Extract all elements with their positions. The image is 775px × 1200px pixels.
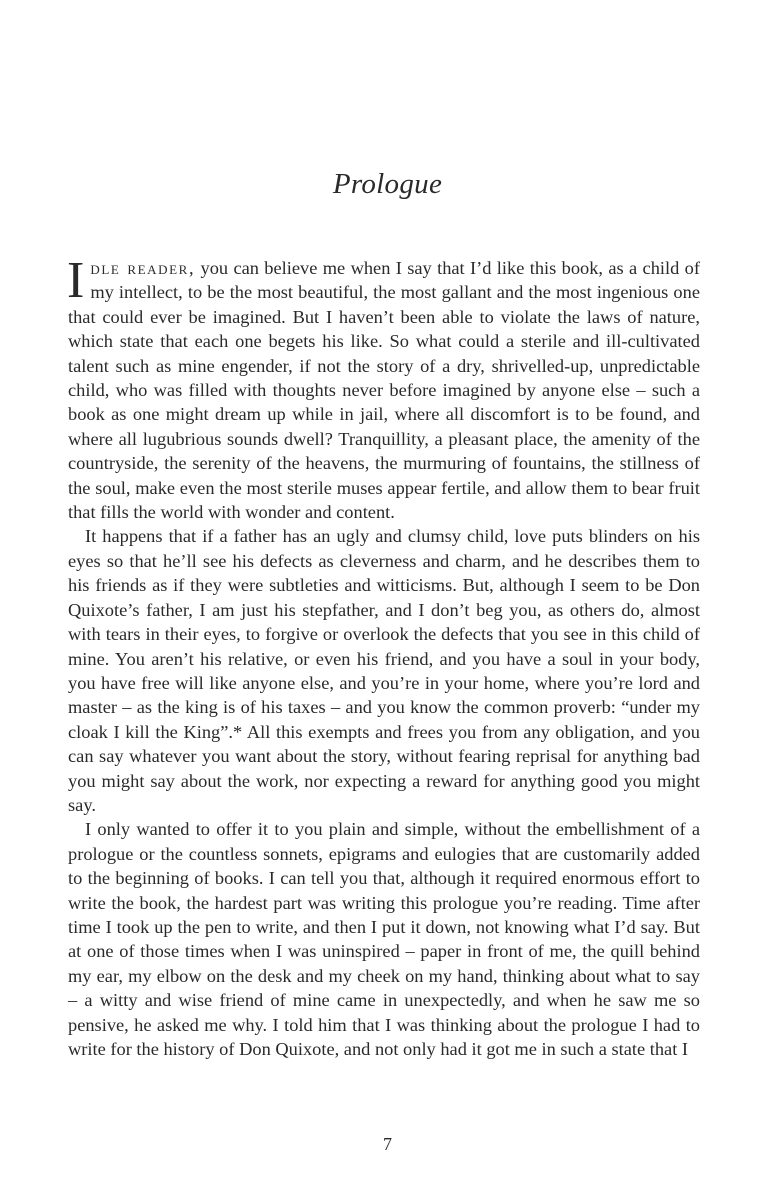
drop-cap: I <box>67 252 85 309</box>
page-title: Prologue <box>332 168 443 200</box>
paragraph-1-text: you can believe me when I say that I’d like this book, as a child of my intellect, to be the most beautiful, the most gallant and the most ingenious one that could ever be imagined. But I haven’t been able to violate the laws of nature, which state that each one begets his like. So what could a sterile and ill-cultivated talent such as mine engender, if not the story of a dry, shrivelled-up, unpredictable child, who was filled with thoughts never before imagined by anyone else – such a book as one might dream up while in jail, where all discomfort is to be found, and where all lugubrious sounds dwell? Tranquillity, a pleasant place, the amenity of the countryside, the serenity of the heavens, the murmuring of fountains, the stillness of the soul, make even the most sterile muses appear fertile, and allow them to bear fruit that fills the world with wonder and content. <box>68 258 700 523</box>
body-text <box>67 252 700 1061</box>
paragraph-1 <box>67 252 700 524</box>
page-number: 7 <box>383 1134 392 1154</box>
paragraph-3: I only wanted to offer it to you plain and simple, without the embellishment of a prologue or the countless sonnets, epigrams and eulogies that are customarily added to the beginning of books. I can tell you that, although it required enormous effort to write the book, the hardest part was writing this prologue you’re reading. Time after time I took up the pen to write, and then I put it down, not knowing what I’d say. But at one of those times when I was uninspired – paper in front of me, the quill behind my ear, my elbow on the desk and my cheek on my hand, thinking about what to say – a witty and wise friend of mine came in unexpectedly, and when he saw me so pensive, he asked me why. I told him that I was thinking about the prologue I had to write for the history of Don Quixote, and not only had it got me in such a state that I <box>68 819 700 1059</box>
opening-small-caps: dle reader, <box>90 258 196 278</box>
paragraph-2: It happens that if a father has an ugly and clumsy child, love puts blinders on his eyes so that he’ll see his defects as cleverness and charm, and he describes them to his friends as if they were subtleties and witticisms. But, although I seem to be Don Quixote’s father, I am just his stepfather, and I don’t beg you, as others do, almost with tears in their eyes, to forgive or overlook the defects that you see in this child of mine. You aren’t his relative, or even his friend, and you have a soul in your body, you have free will like anyone else, and you’re in your home, where you’re lord and master – as the king is of his taxes – and you know the common proverb: “under my cloak I kill the King”.* All this exempts and frees you from any obligation, and you can say whatever you want about the story, without fearing reprisal for anything bad you might say about the work, nor expecting a reward for anything good you might say. <box>68 526 700 815</box>
